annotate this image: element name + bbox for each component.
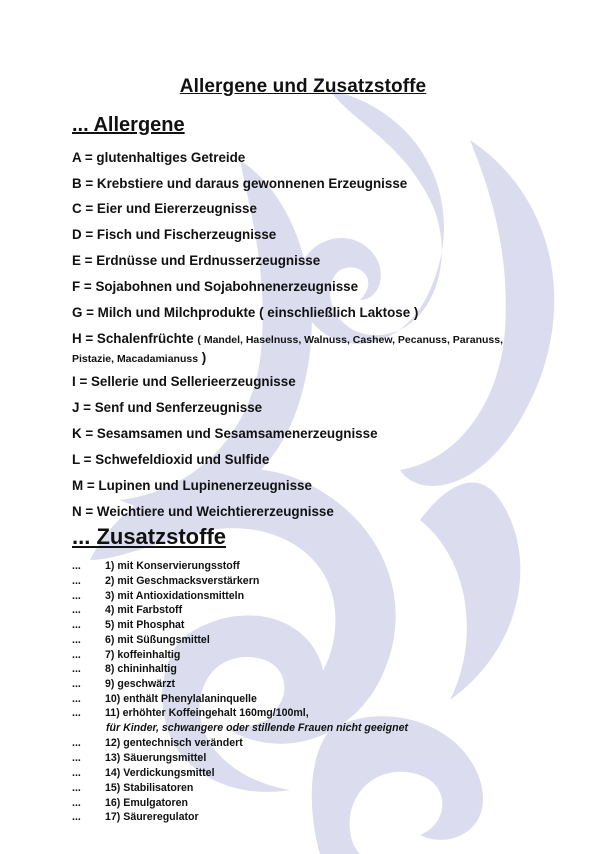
additive-prefix: ... <box>72 678 81 690</box>
allergen-item: N = Weichtiere und Weichtiererzeugnisse <box>72 504 334 519</box>
additive-text: 8) chininhaltig <box>105 663 177 675</box>
allergen-item-label: H = Schalenfrüchte <box>72 331 194 346</box>
additive-text: 5) mit Phosphat <box>105 619 185 631</box>
additive-prefix: ... <box>72 811 81 823</box>
additive-prefix: ... <box>72 604 81 616</box>
additive-item <box>72 752 206 765</box>
additive-prefix: ... <box>72 575 81 587</box>
additive-item <box>72 782 193 795</box>
allergen-item: K = Sesamsamen und Sesamsamenerzeugnisse <box>72 426 378 441</box>
additive-11-note: für Kinder, schwangere oder stillende Frauen nicht geeignet <box>106 722 408 734</box>
additive-text: 1) mit Konservierungsstoff <box>105 560 240 572</box>
additive-text: 11) erhöhter Koffeingehalt 160mg/100ml, <box>105 707 309 719</box>
additive-item <box>72 649 180 662</box>
additive-text: 2) mit Geschmacksverstärkern <box>105 575 260 587</box>
additive-item <box>72 678 175 691</box>
additive-text: 9) geschwärzt <box>105 678 176 690</box>
additive-text: 15) Stabilisatoren <box>105 782 194 794</box>
allergen-item: B = Krebstiere und daraus gewonnenen Erzeugnisse <box>72 176 408 191</box>
additive-item <box>72 575 259 588</box>
allergen-item: I = Sellerie und Sellerieerzeugnisse <box>72 374 296 389</box>
additive-prefix: ... <box>72 707 81 719</box>
additive-prefix: ... <box>72 663 81 675</box>
allergen-item: J = Senf und Senferzeugnisse <box>72 400 263 415</box>
allergen-item: D = Fisch und Fischerzeugnisse <box>72 227 277 242</box>
allergens-heading: ... Allergene <box>72 114 185 136</box>
allergen-item-nuts <box>72 330 542 368</box>
additive-item <box>72 707 309 720</box>
additive-text: 10) enthält Phenylalaninquelle <box>105 693 257 705</box>
additive-text: 12) gentechnisch verändert <box>105 737 243 749</box>
allergen-item: C = Eier und Eiererzeugnisse <box>72 201 257 216</box>
allergen-item: E = Erdnüsse und Erdnusserzeugnisse <box>72 253 321 268</box>
additive-item <box>72 737 243 750</box>
additive-item <box>72 590 244 603</box>
additive-prefix: ... <box>72 590 81 602</box>
allergen-item-detail: ( Mandel, Haselnuss, Walnuss, Cashew, Pecanuss, Paranuss, Pistazie, Macadamianuss <box>72 334 503 365</box>
additive-text: 7) koffeinhaltig <box>105 649 181 661</box>
allergen-item-close: ) <box>201 350 207 365</box>
additive-text: 17) Säureregulator <box>105 811 199 823</box>
allergen-item: L = Schwefeldioxid und Sulfide <box>72 452 270 467</box>
additive-prefix: ... <box>72 782 81 794</box>
additive-prefix: ... <box>72 737 81 749</box>
additive-prefix: ... <box>72 693 81 705</box>
additives-heading: ... Zusatzstoffe <box>72 524 227 549</box>
additive-prefix: ... <box>72 752 81 764</box>
additive-item <box>72 634 210 647</box>
allergen-item: F = Sojabohnen und Sojabohnenerzeugnisse <box>72 279 359 294</box>
additive-text: 16) Emulgatoren <box>105 797 189 809</box>
additive-item <box>72 693 257 706</box>
additive-prefix: ... <box>72 634 81 646</box>
additive-text: 6) mit Süßungsmittel <box>105 634 210 646</box>
allergen-item: M = Lupinen und Lupinenerzeugnisse <box>72 478 312 493</box>
additive-item <box>72 663 177 676</box>
additive-prefix: ... <box>72 560 81 572</box>
additive-prefix: ... <box>72 649 81 661</box>
additive-item <box>72 560 240 573</box>
additive-text: 13) Säuerungsmittel <box>105 752 207 764</box>
additive-item <box>72 797 188 810</box>
additive-text: 3) mit Antioxidationsmitteln <box>105 590 245 602</box>
additive-item <box>72 604 182 617</box>
additive-item <box>72 767 215 780</box>
additive-text: 4) mit Farbstoff <box>105 604 183 616</box>
allergen-item: A = glutenhaltiges Getreide <box>72 150 246 165</box>
additive-prefix: ... <box>72 767 81 779</box>
page-title: Allergene und Zusatzstoffe <box>179 76 427 97</box>
additive-prefix: ... <box>72 797 81 809</box>
additive-text: 14) Verdickungsmittel <box>105 767 215 779</box>
additive-item <box>72 811 199 824</box>
additive-item <box>72 619 184 632</box>
allergen-item: G = Milch und Milchprodukte ( einschließlich Laktose ) <box>72 305 419 320</box>
additive-prefix: ... <box>72 619 81 631</box>
